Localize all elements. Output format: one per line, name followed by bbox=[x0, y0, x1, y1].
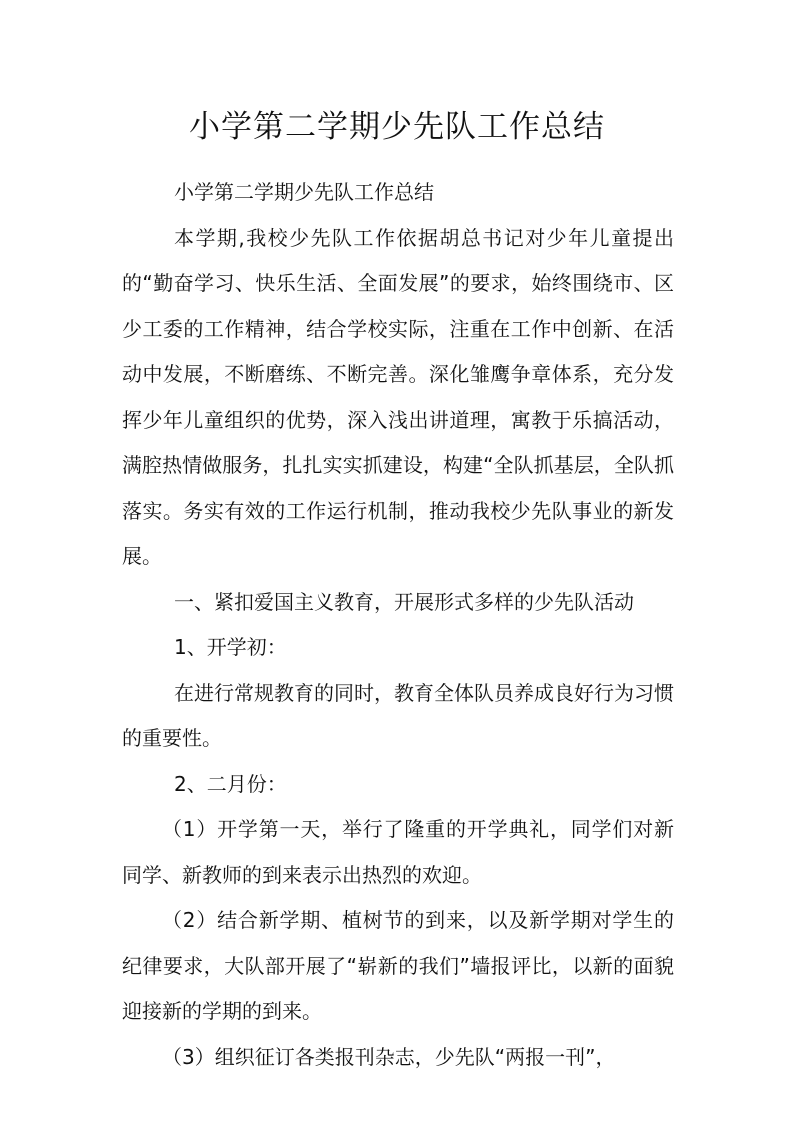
intro-paragraph: 本学期,我校少先队工作依据胡总书记对少年儿童提出的“勤奋学习、快乐生活、全面发展”的要求，始终围绕市、区少工委的工作精神，结合学校实际，注重在工作中创新、在活动中发展，不断磨练、不断完善。深化雏鹰争章体系，充分发挥少年儿童组织的优势，深入浅出讲道理，寓教于乐搞活动，满腔热情做服务，扎扎实实抓建设，构建“全队抓基层，全队抓落实。务实有效的工作运行机制，推动我校少先队事业的新发展。 bbox=[122, 225, 674, 568]
section-heading-1: 一、紧扣爱国主义教育，开展形式多样的少先队活动 bbox=[174, 589, 634, 614]
subheading-start-of-term: 1、开学初： bbox=[174, 635, 287, 659]
subtitle-paragraph: 小学第二学期少先队工作总结 bbox=[174, 180, 434, 204]
list-item-3: （3）组织征订各类报刊杂志，少先队“两报一刊”， bbox=[162, 1044, 616, 1069]
document-body bbox=[122, 170, 674, 1080]
subheading-february: 2、二月份： bbox=[174, 771, 287, 796]
document-title: 小学第二学期少先队工作总结 bbox=[189, 109, 605, 145]
list-item-2: （2）结合新学期、植树节的到来，以及新学期对学生的纪律要求，大队部开展了“崭新的我们”墙报评比，以新的面貌迎接新的学期的到来。 bbox=[122, 908, 674, 1023]
list-item-1: （1）开学第一天，举行了隆重的开学典礼，同学们对新同学、新教师的到来表示出热烈的欢迎。 bbox=[122, 817, 674, 887]
paragraph-routine-education: 在进行常规教育的同时，教育全体队员养成良好行为习惯的重要性。 bbox=[122, 680, 674, 750]
